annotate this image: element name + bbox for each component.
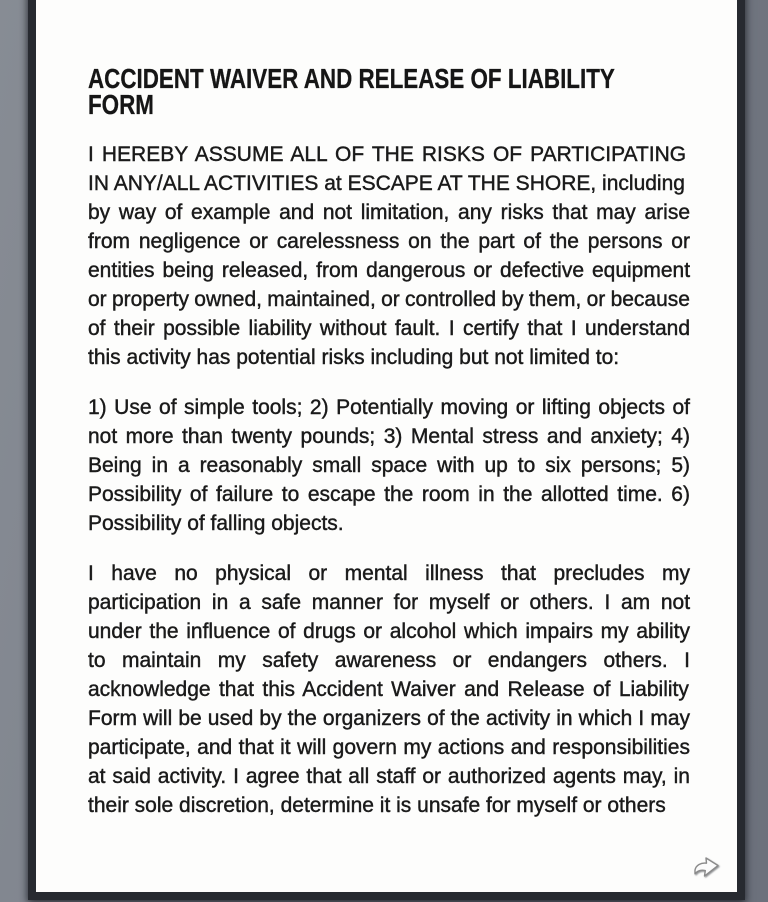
text-line: of their possible liability without fault. I certify that I understand: [88, 317, 691, 340]
text-line: not more than twenty pounds; 3) Mental stress and anxiety; 4): [88, 425, 690, 448]
page-title-line-2: FORM: [88, 89, 154, 120]
text-line: under the influence of drugs or alcohol which impairs my ability: [88, 620, 691, 643]
text-line: 1) Use of simple tools; 2) Potentially moving or lifting objects of: [88, 396, 690, 419]
text-line: participate, and that it will govern my actions and responsibilities: [88, 736, 690, 759]
text-line: Being in a reasonably small space with up to six persons; 5): [88, 454, 690, 477]
text-line: this activity has potential risks including but not limited to:: [88, 346, 620, 369]
text-line: or property owned, maintained, or controlled by them, or because: [88, 288, 690, 311]
text-line: from negligence or carelessness on the part of the persons or: [88, 230, 690, 253]
text-line: their sole discretion, determine it is unsafe for myself or others: [88, 794, 666, 817]
text-line: I HEREBY ASSUME ALL OF THE RISKS OF PARTICIPATING: [88, 143, 687, 166]
paragraph-risk-list: [88, 393, 690, 538]
next-page-arrow-icon[interactable]: [692, 854, 722, 880]
text-line: acknowledge that this Accident Waiver and Release of Liability: [88, 678, 689, 701]
text-line: to maintain my safety awareness or endangers others. I: [88, 649, 690, 672]
text-line: Form will be used by the organizers of the activity in which I may: [88, 707, 690, 730]
text-line: I have no physical or mental illness that precludes my: [88, 562, 691, 585]
page-title-line-1: ACCIDENT WAIVER AND RELEASE OF LIABILITY: [88, 63, 615, 94]
paragraph-assumption-of-risk: [88, 140, 690, 372]
text-line: by way of example and not limitation, any risks that may arise: [88, 201, 690, 224]
page-title: [88, 63, 615, 120]
text-line: entities being released, from dangerous or defective equipment: [88, 259, 691, 282]
text-line: participation in a safe manner for myself or others. I am not: [88, 591, 691, 614]
text-line: Possibility of falling objects.: [88, 512, 344, 535]
text-line: IN ANY/ALL ACTIVITIES at ESCAPE AT THE SHORE, including: [88, 172, 685, 195]
text-line: Possibility of failure to escape the room in the allotted time. 6): [88, 483, 690, 506]
paragraph-acknowledgement: [88, 559, 690, 820]
text-line: at said activity. I agree that all staff or authorized agents may, in: [88, 765, 690, 788]
document-page: [28, 0, 745, 900]
